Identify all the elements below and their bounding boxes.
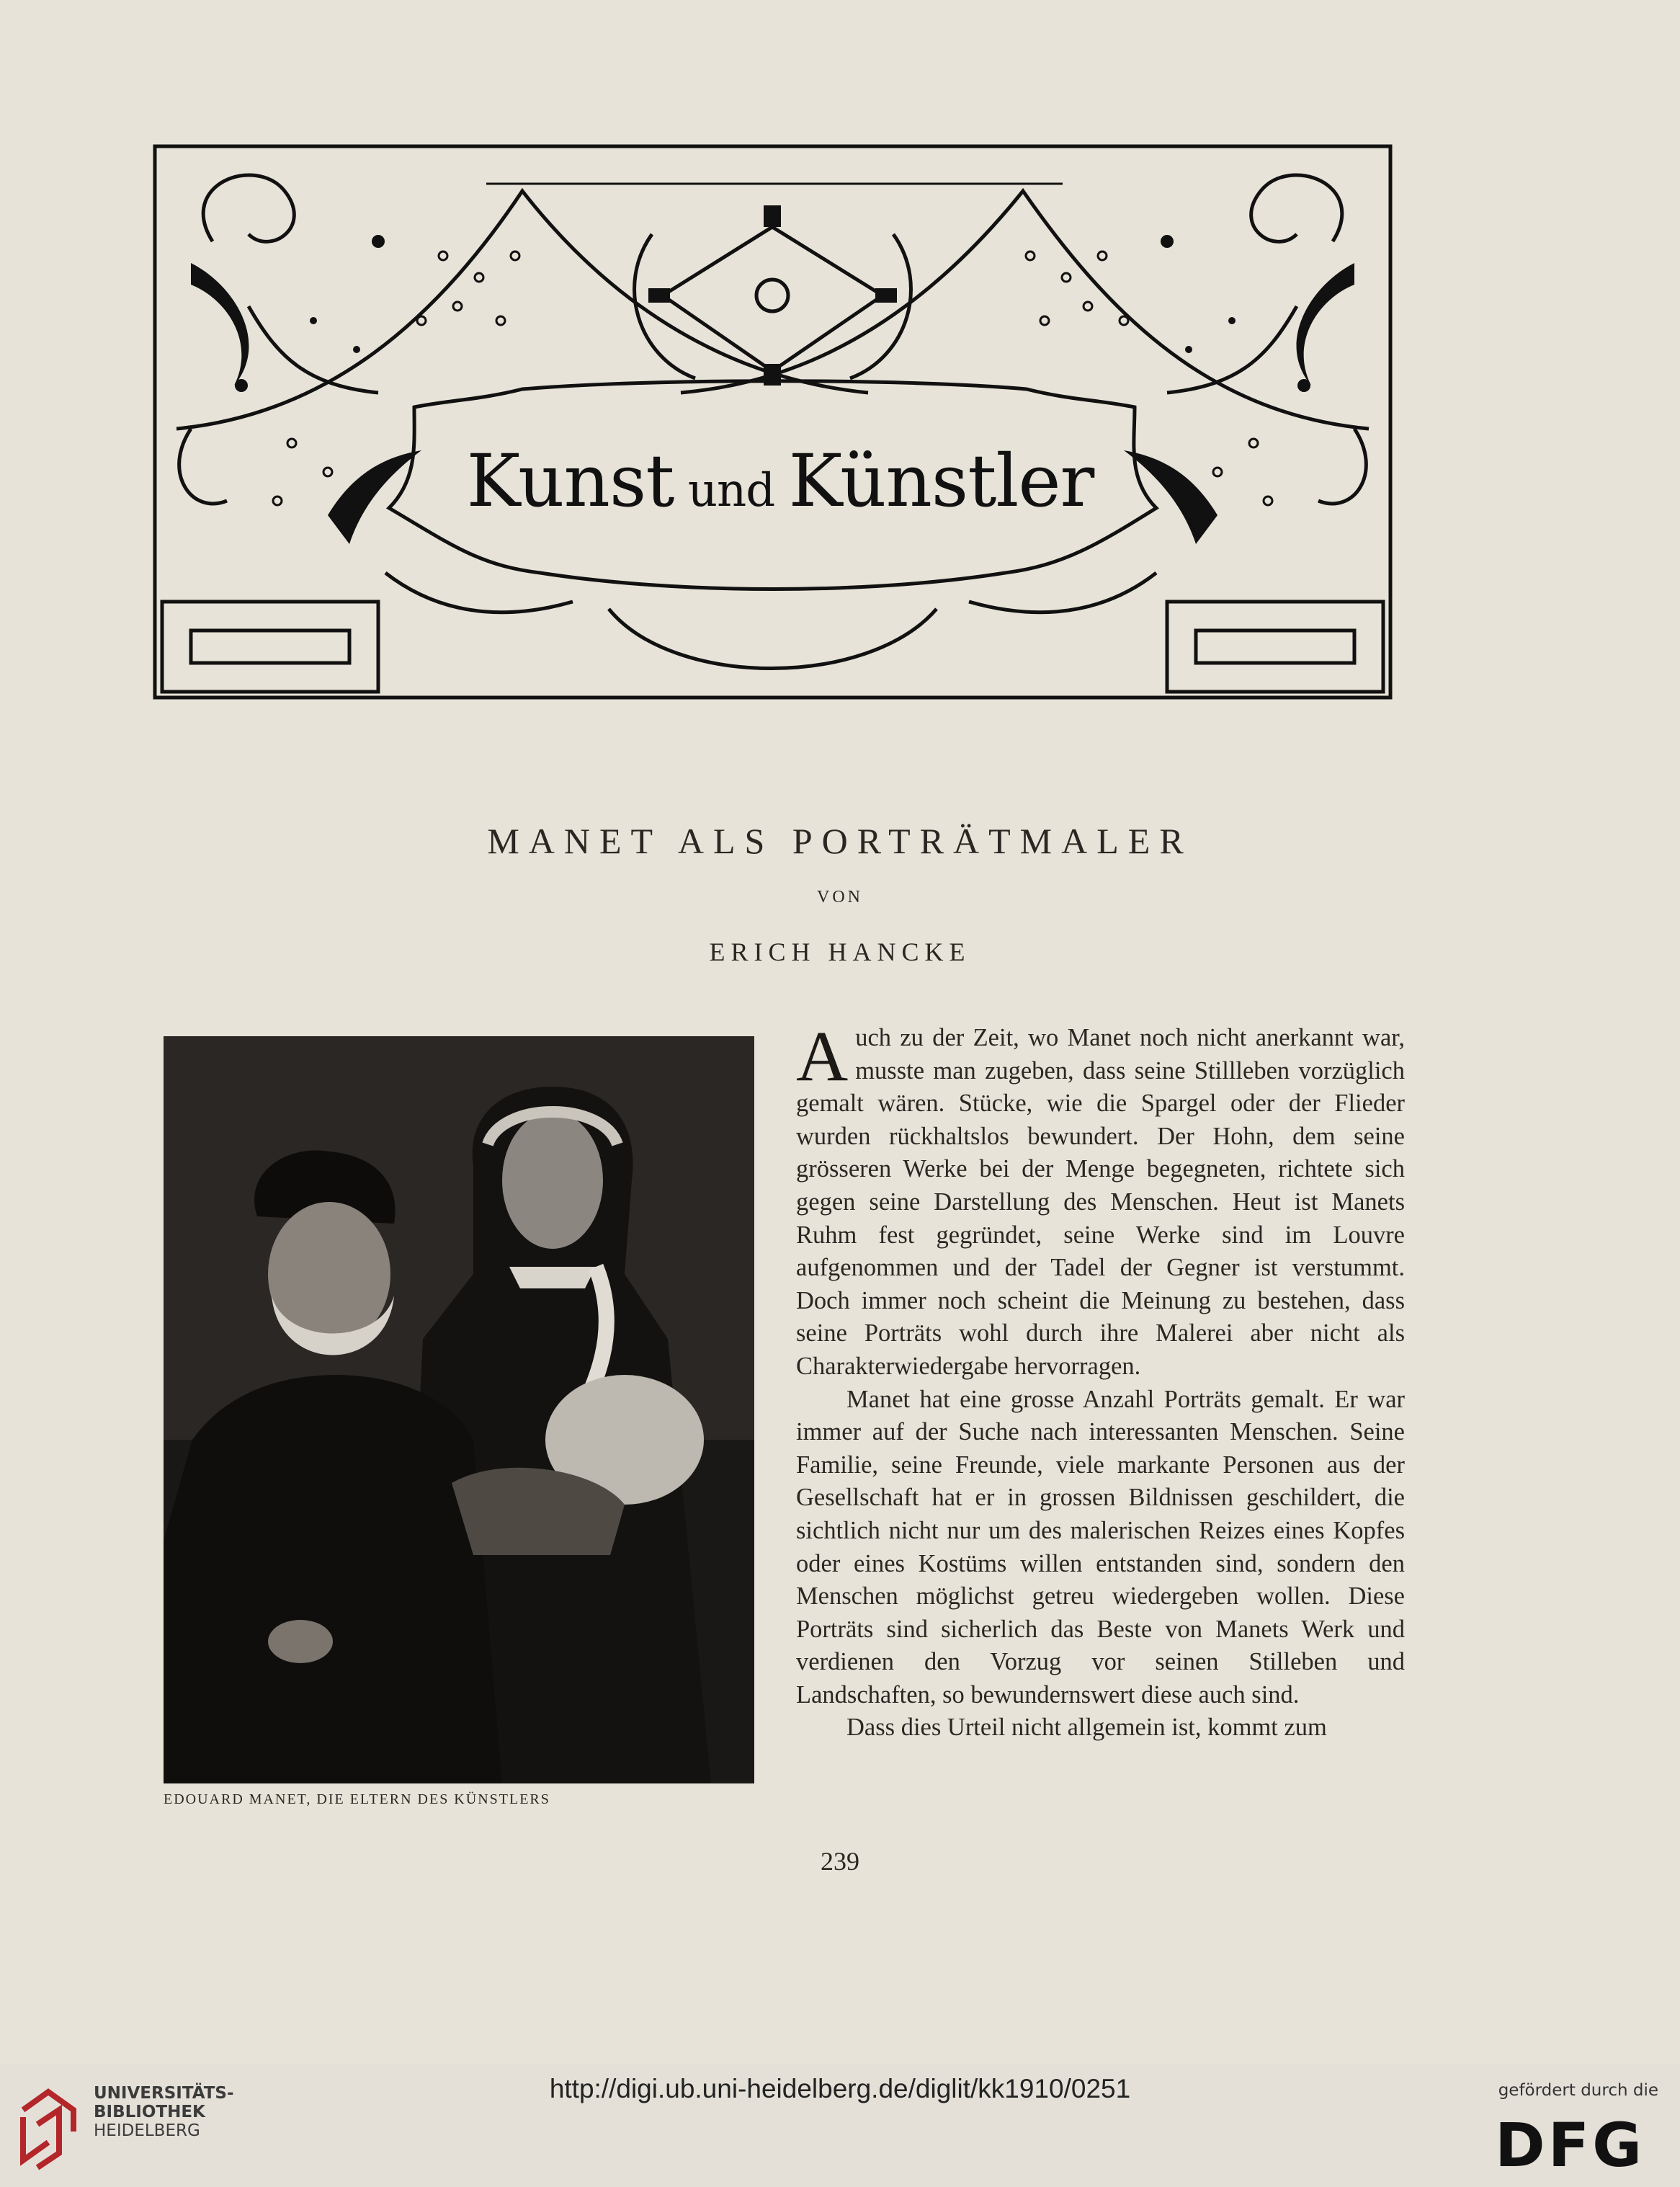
painting-image [164, 1036, 754, 1783]
paragraph-2: Manet hat eine grosse Anzahl Porträts gemalt. Er war immer auf der Suche nach interessanten Menschen. Seine Familie, seine Freunde, viele markante Personen aus der Gesellschaft hat er in grossen Bildnissen geschildert, die sichtlich nicht nur um des malerischen Reizes eines Kopfes oder eines Kostüms willen entstanden sind, sondern den Menschen möglichst getreu wiedergeben wollen. Diese Porträts sind sicherlich das Beste von Manets Werk und verdienen den Vorzug vor seinen Stilleben und Landschaften, so bewundernswert diese auch sind. [796, 1385, 1405, 1709]
byline-von: VON [817, 888, 863, 907]
magazine-masthead [431, 431, 1130, 532]
paragraph-1-text: uch zu der Zeit, wo Manet noch nicht anerkannt war, musste man zugeben, dass seine Stillleben vorzüglich gemalt wären. Stücke, wie die Spargel oder der Flieder wurden rückhaltslos bewundert. Der Hohn, dem seine grösseren Werke bei der Menge begegneten, richtete sich gegen seine Darstellung des Menschen. Heut ist Manets Ruhm fest gegründet, seine Werke sind im Louvre aufgenommen und der Tadel der Gegner ist verstummt. Doch immer noch scheint die Meinung zu bestehen, dass seine Porträts wohl durch ihre Malerei aber nicht als Charakterwiedergabe hervorragen. [796, 1024, 1405, 1380]
masthead-word-kunst: Kunst [466, 439, 674, 523]
dfg-logo[interactable]: DFG [1495, 2110, 1645, 2181]
article-body [796, 1016, 1405, 1745]
paragraph-1 [796, 1016, 1405, 1384]
funding-note: gefördert durch die [1498, 2081, 1658, 2100]
article-title: MANET ALS PORTRÄTMALER [487, 821, 1193, 861]
masthead-ornament [148, 141, 1398, 703]
masthead-word-kuenstler: Künstler [788, 439, 1094, 523]
page-number: 239 [821, 1847, 859, 1876]
drop-cap: A [796, 1016, 849, 1096]
institution-line-3: HEIDELBERG [94, 2121, 200, 2140]
paragraph-3: Dass dies Urteil nicht allgemein ist, kommt zum [846, 1714, 1327, 1742]
figure-caption: EDOUARD MANET, DIE ELTERN DES KÜNSTLERS [164, 1791, 550, 1807]
article-author: ERICH HANCKE [709, 937, 971, 966]
masthead-word-und: und [687, 464, 775, 517]
institution-line-2: BIBLIOTHEK [94, 2103, 205, 2121]
painting-reproduction [164, 1036, 754, 1783]
institution-line-1: UNIVERSITÄTS- [94, 2084, 234, 2103]
permalink-url[interactable]: http://digi.ub.uni-heidelberg.de/diglit/kk1910/0251 [549, 2074, 1131, 2103]
